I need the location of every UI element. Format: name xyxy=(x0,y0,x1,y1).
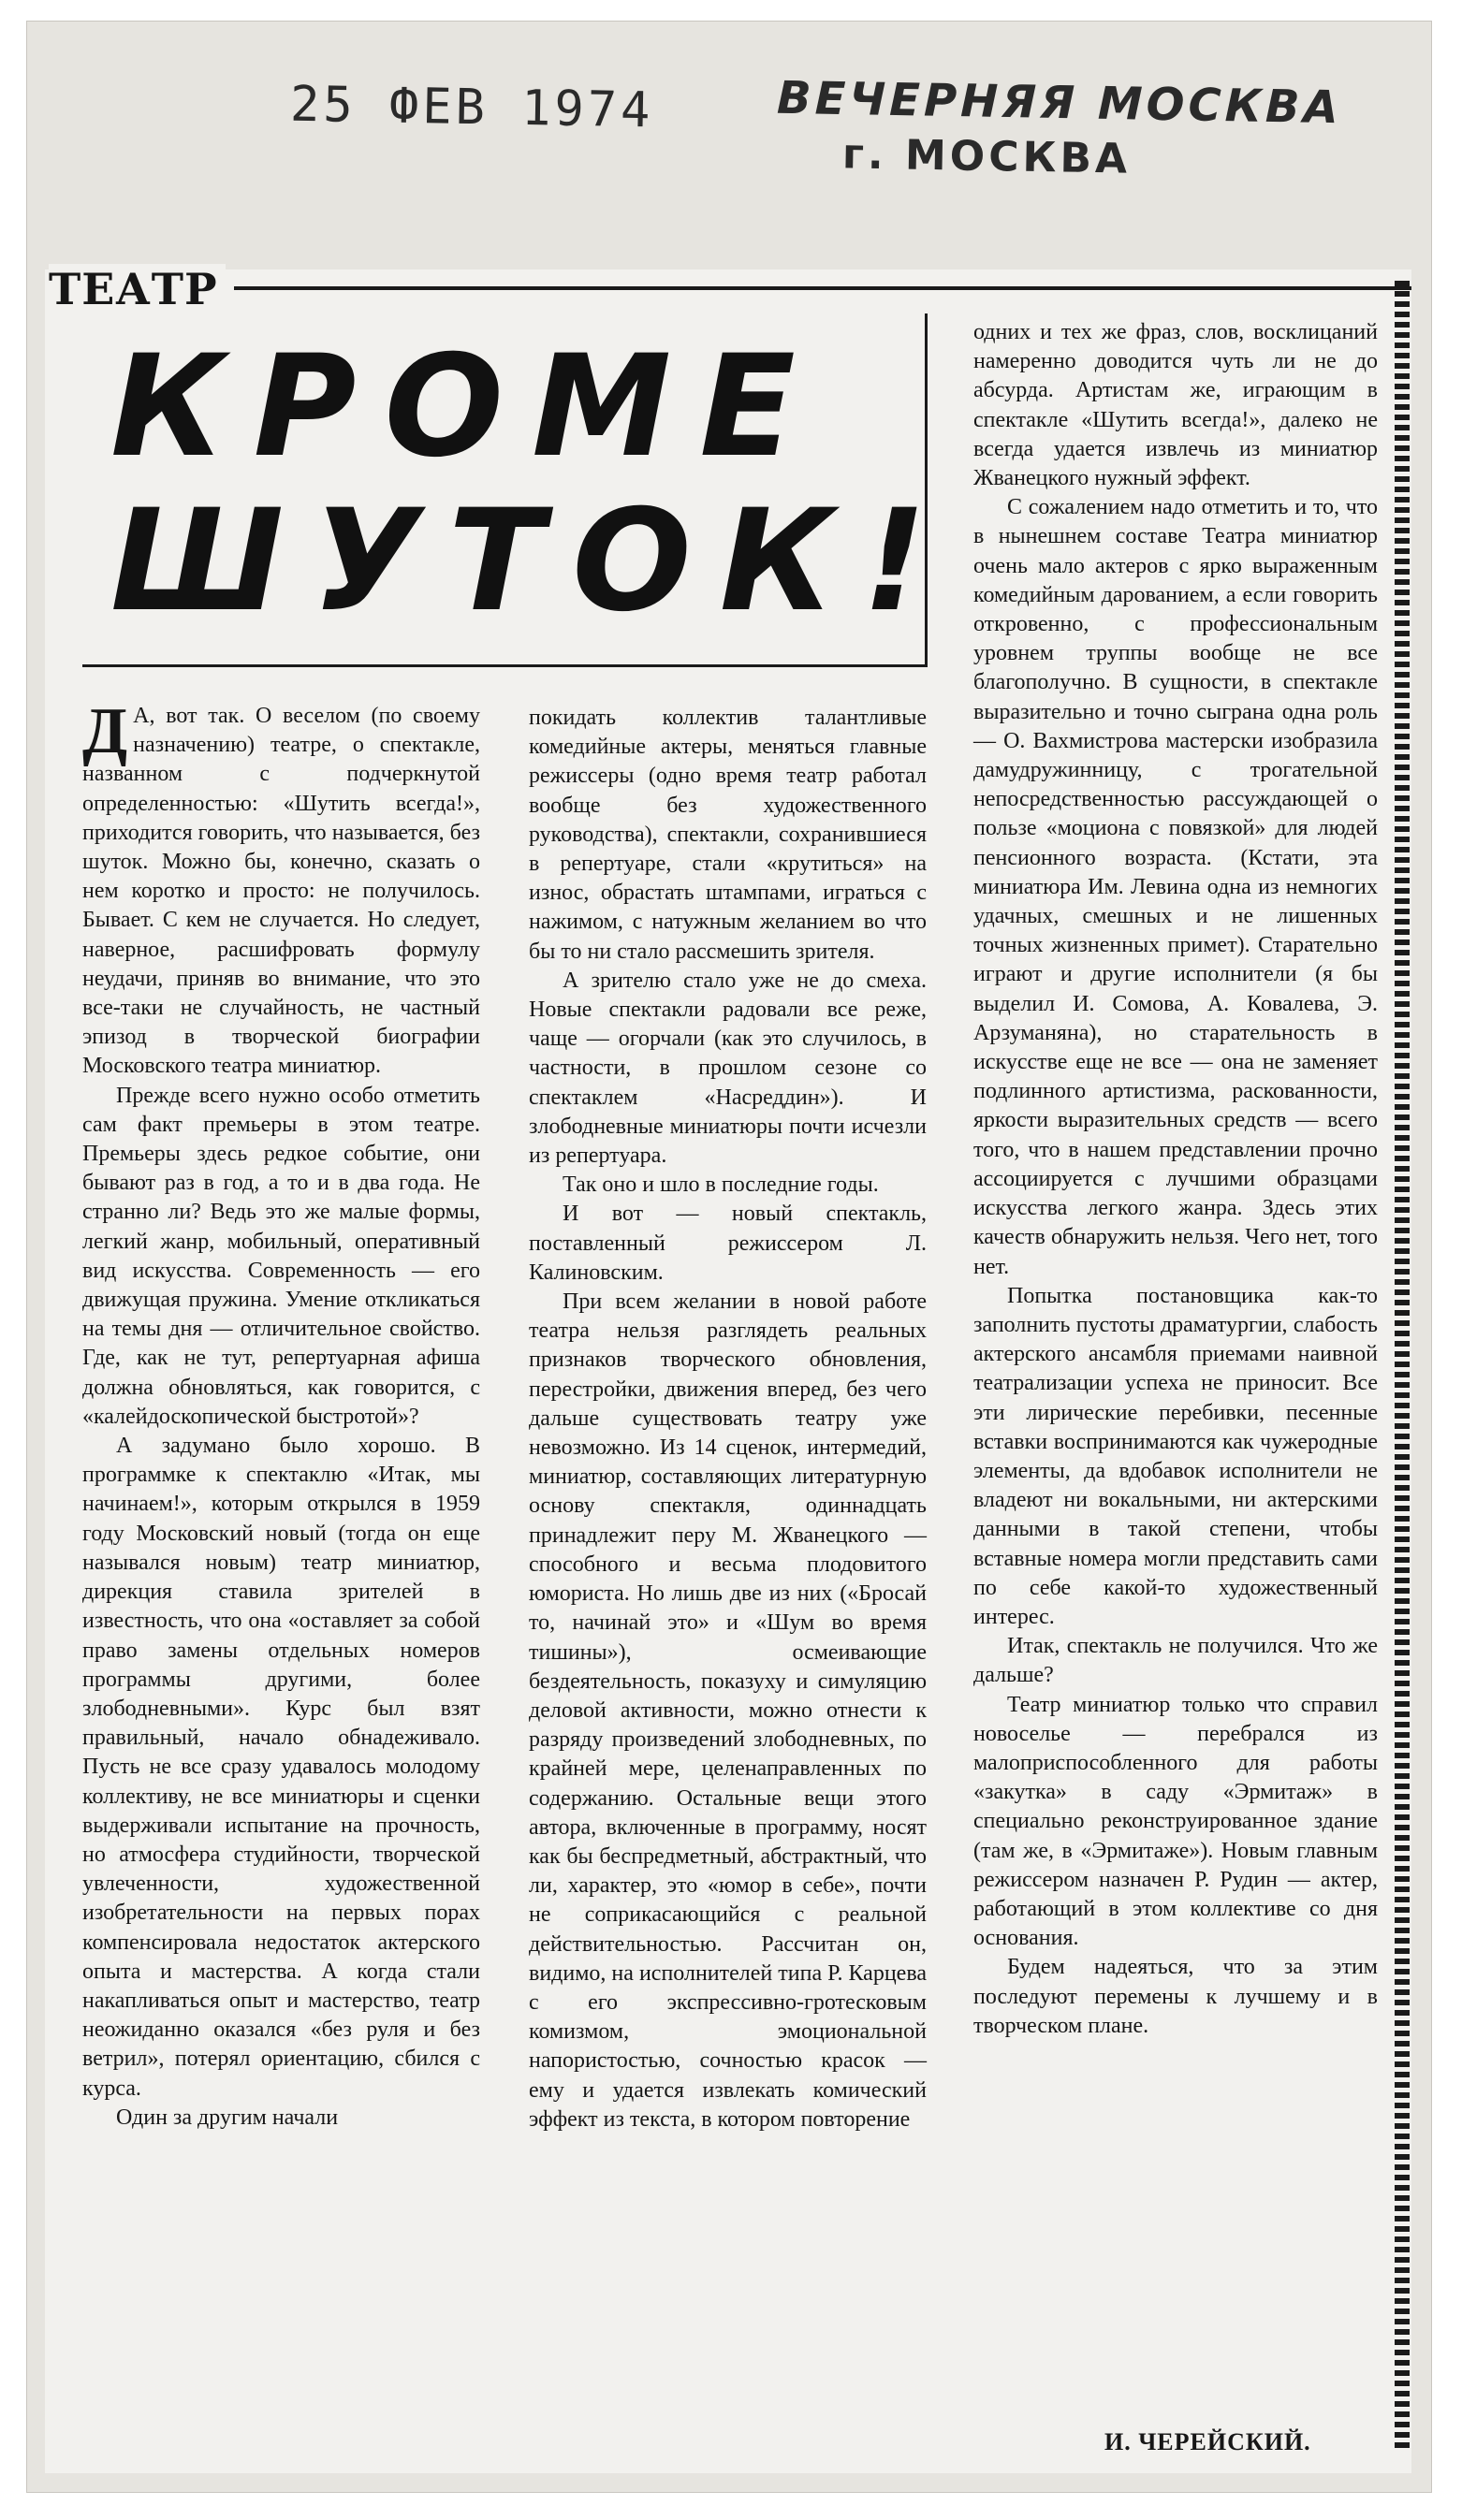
headline-line-1: КРОМЕ xyxy=(110,326,824,488)
paragraph: А зрителю стало уже не до смеха. Новые спектакли радовали все реже, чаще — огорчали (как это случилось, в частности, в прошлом сезоне со спектаклем «Насреддин»). И злободневные миниатюры почти исчезли из репертуара. xyxy=(529,968,927,1169)
newspaper-name-stamp: ВЕЧЕРНЯЯ МОСКВА xyxy=(776,71,1343,135)
paragraph: Так оно и шло в последние годы. xyxy=(563,1173,879,1198)
paragraph: Прежде всего нужно особо отметить сам факт премьеры в этом театре. Премьеры здесь редкое событие, они бывают раз в год, а то и в два года. Не странно ли? Ведь это же малые формы, легкий жанр, мобильный, оперативный вид искусства. Современность — его движущая пружина. Умение откликаться на темы дня — отличительное свойство. Где, как не тут, репертуарная афиша должна обновляться, как говорится, с «калейдоскопической быстротой»? xyxy=(82,1083,480,1429)
paragraph xyxy=(82,695,480,1082)
paragraph: покидать коллектив талантливые комедийные актеры, меняться главные режиссеры (одно время театр работал вообще без художественного руководства), спектакли, сохранившиеся в репертуаре, стали «крутиться» на износ, обрастать штампами, играться с нажимом, с натужным желанием во что бы то ни стало рассмешить зрителя. xyxy=(529,706,927,964)
paragraph: Будем надеяться, что за этим последуют перемены к лучшему и в творческом плане. xyxy=(973,1955,1378,2038)
rubric-label: ТЕАТР xyxy=(49,264,226,314)
article-column-3 xyxy=(973,318,1378,2041)
rubric-rule xyxy=(234,286,1411,290)
paragraph: При всем желании в новой работе театра нельзя разглядеть реальных признаков творческого обновления, перестройки, движения вперед, без чего дальше существовать театру уже невозможно. Из 14 сценок, интермедий, миниатюр, составляющих литературную основу спектакля, одиннадцать принадлежит перу М. Жванецкого — способного и весьма плодовитого юмориста. Но лишь две из них («Бросай то, начинай это» и «Шум во время тишины»), осмеивающие бездеятельность, показуху и симуляцию деловой активности, можно отнести к разряду произведений злободневных, по крайней мере, целенаправленных по содержанию. Остальные вещи этого автора, включенные в программу, носят как бы беспредметный, абстрактный, что ли, характер, это «юмор в себе», почти не соприкасающийся с реальной действительностью. Рассчитан он, видимо, на исполнителей типа Р. Карцева с его экспрессивно-гротесковым комизмом, эмоциональной напористостью, сочностью красок — ему и удается извлекать комический эффект из текста, в котором повторение xyxy=(529,1289,927,2132)
headline-line-2: ШУТОК! xyxy=(110,480,955,643)
paragraph: И вот — новый спектакль, поставленный режиссером Л. Калиновским. xyxy=(529,1202,927,1285)
paragraph: А задумано было хорошо. В программке к спектаклю «Итак, мы начинаем!», которым открылся в 1959 году Московский новый (тогда он еще назывался новым) театр миниатюр, дирекция ставила зрителей в известность, что она «оставляет за собой право замены отдельных номеров программы другими, более злободневными». Курс был взят правильный, начало обнадеживало. Пусть не все сразу удавалось молодому коллективу, не все миниатюры и сценки выдерживали испытание на прочность, но атмосфера студийности, творческой увлеченности, художественной изобретательности на первых порах компенсировала недостаток актерского опыта и мастерства. А когда стали накапливаться опыт и мастерство, театр неожиданно оказался «без руля и без ветрил», потерял ориентацию, сбился с курса. xyxy=(82,1434,480,2101)
article-column-1 xyxy=(82,695,480,2133)
paragraph: Итак, спектакль не получился. Что же дальше? xyxy=(973,1634,1378,1688)
drop-cap: Д xyxy=(82,695,128,767)
date-stamp: 25 ФЕВ 1974 xyxy=(289,76,654,139)
author-signature: И. ЧЕРЕЙСКИЙ. xyxy=(1104,2428,1311,2455)
paragraph: С сожалением надо отметить и то, что в нынешнем составе Театра миниатюр очень мало актеров с ярко выраженным комедийным дарованием, а если говорить откровенно, с профессиональным уровнем труппы вообще не все благополучно. В сущности, в спектакле выразительно и точно сыграна одна роль — О. Вахмистрова мастерски изобразила дамудружинницу, с трогательной непосредственностью рассуждающей о пользе «моциона с повязкой» для людей пенсионного возраста. (Кстати, эта миниатюра Им. Левина одна из немногих удачных, смешных и не лишенных точных жизненных примет). Старательно играют и другие исполнители (я бы выделил И. Сомова, А. Ковалева, Э. Арзуманяна), но старательность в искусстве еще не все — она не заменяет подлинного артистизма, раскованности, яркости выразительных средств — всего того, что в нашем представлении прочно ассоциируется с лучшими образцами искусства легкого жанра. Здесь этих качеств обнаружить нельзя. Чего нет, того нет. xyxy=(973,495,1378,1279)
city-stamp: г. МОСКВА xyxy=(841,130,1132,183)
paragraph: Попытка постановщика как-то заполнить пустоты драматургии, слабость актерского ансамбля приемами наивной театрализации успеха не приносит. Все эти лирические перебивки, песенные вставки воспринимаются как чужеродные элементы, да вдобавок исполнители не владеют ни вокальными, ни актерскими данными в такой степени, чтобы вставные номера могли представить сами по себе какой-то художественный интерес. xyxy=(973,1283,1378,1629)
headline-box xyxy=(82,313,955,667)
paragraph-text: А, вот так. О веселом (по своему назначению) театре, о спектакле, названном с подчеркнутой определенностью: «Шутить всегда!», приходится говорить, что называется, без шуток. Можно бы, конечно, сказать о нем коротко и просто: не получилось. Бывает. С кем не случается. Но следует, наверное, расшифровать формулу неудачи, приняв во внимание, что это все-таки не случайность, не частный эпизод в творческой биографии Московского театра миниатюр. xyxy=(82,704,480,1079)
paragraph: одних и тех же фраз, слов, восклицаний намеренно доводится чуть ли не до абсурда. Артистам же, играющим в спектакле «Шутить всегда!», далеко не всегда удается извлечь из миниатюр Жванецкого нужный эффект. xyxy=(973,320,1378,491)
dotted-border xyxy=(1395,281,1410,2452)
paragraph: Один за другим начали xyxy=(116,2105,339,2130)
paragraph: Театр миниатюр только что справил новоселье — перебрался из малоприспособленного для работы «закутка» в саду «Эрмитаж» в специально реконструированное здание (там же, в «Эрмитаже»). Новым главным режиссером назначен Р. Рудин — актер, работающий в этом коллективе со дня основания. xyxy=(973,1692,1378,1951)
article-column-2 xyxy=(529,704,927,2134)
